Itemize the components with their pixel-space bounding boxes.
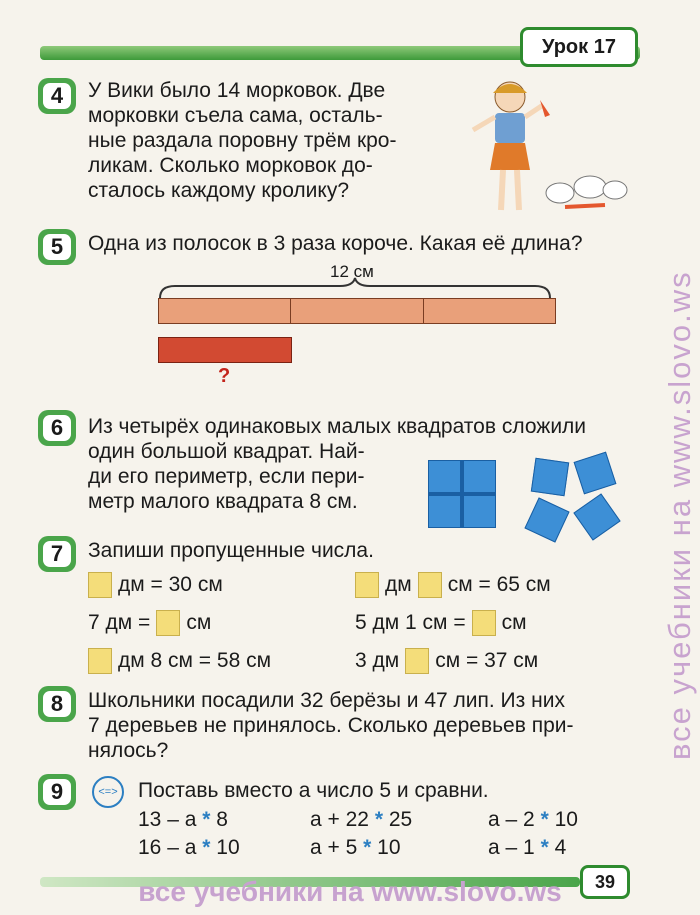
task-9-expr-6: a – 1 * 4 — [488, 836, 567, 859]
task-6-text: Из четырёх одинаковых малых квадратов сложили один большой квадрат. Най- ди его периметр, если пери- метр малого квадрата 8 см. — [88, 415, 587, 513]
task-7-text: Запиши пропущенные числа. — [88, 539, 374, 562]
lesson-tag: Урок 17 — [520, 27, 638, 67]
task-9-expr-2: a + 22 * 25 — [310, 808, 413, 831]
task-9-expr-1: 13 – a * 8 — [138, 808, 228, 831]
bottom-watermark: все учебники на www.slovo.ws — [138, 876, 562, 907]
task-number-7: 7 — [38, 536, 76, 572]
girl-with-rabbits-illustration — [455, 75, 630, 220]
large-square-of-four — [428, 460, 496, 528]
compare-icon: <=> — [92, 776, 124, 808]
task-4-text: У Вики было 14 морковок. Две морковки съела сама, осталь- ные раздала поровну трём кро- ликам. Сколько морковок до- сталось каждому кролику? — [88, 79, 397, 202]
short-strip — [158, 337, 292, 363]
task-7-row-3b: 3 дм см = 37 см — [355, 649, 539, 672]
task-9-expr-3: a – 2 * 10 — [488, 808, 578, 831]
page-number: 39 — [580, 865, 630, 899]
side-watermark: все учебники на www.slovo.ws — [662, 270, 697, 760]
task-7-row-3a: дм 8 см = 58 см — [88, 648, 271, 674]
task-7-row-1b: дм см = 65 см — [355, 572, 551, 598]
long-strip — [158, 298, 556, 324]
task-number-5: 5 — [38, 229, 76, 265]
task-number-8: 8 — [38, 686, 76, 722]
task-5-text: Одна из полосок в 3 раза короче. Какая её длина? — [88, 232, 583, 255]
unknown-length-mark: ? — [218, 365, 231, 387]
task-9-expr-4: 16 – a * 10 — [138, 836, 240, 859]
strip-length-label: 12 см — [330, 262, 374, 281]
small-square-1 — [531, 458, 569, 496]
task-number-4: 4 — [38, 78, 76, 114]
task-7-row-1a: дм = 30 см — [88, 572, 223, 598]
task-8-text: Школьники посадили 32 берёзы и 47 лип. Из них 7 деревьев не принялось. Сколько деревьев при- нялось? — [88, 689, 574, 762]
task-7-row-2b: 5 дм 1 см = см — [355, 611, 527, 634]
task-9-expr-5: a + 5 * 10 — [310, 836, 401, 859]
task-9-text: Поставь вместо a число 5 и сравни. — [138, 779, 489, 802]
task-7-row-2a: 7 дм = см — [88, 611, 212, 634]
task-number-6: 6 — [38, 410, 76, 446]
task-number-9: 9 — [38, 774, 76, 810]
